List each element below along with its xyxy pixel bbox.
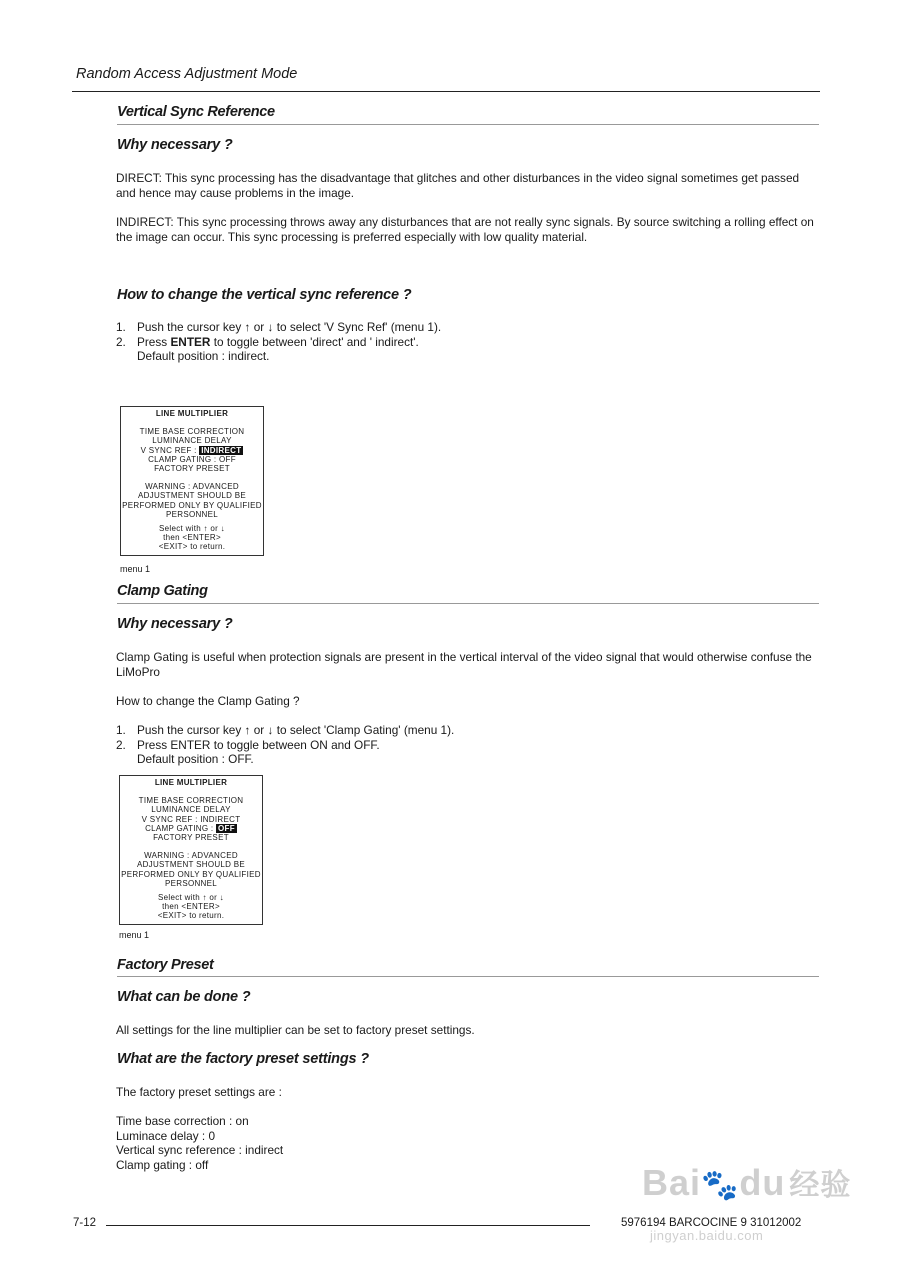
menu-screen-vsync: LINE MULTIPLIER TIME BASE CORRECTION LUMINANCE DELAY V SYNC REF : INDIRECT CLAMP GATING : OFF FACTORY PRESET WARNING : ADVANCED ADJUSTMENT SHOULD BE PERFORMED ONLY BY QUALIFIED PERSONNEL Select with ↑ or ↓ then <ENTER> <EXIT> to return. [120, 406, 264, 556]
step-1: 1. Push the cursor key ↑ or ↓ to select 'Clamp Gating' (menu 1). [116, 723, 455, 737]
arrow-down-icon: ↓ [219, 893, 224, 903]
paragraph-indirect: INDIRECT: This sync processing throws away any disturbances that are not really sync signals. By source switching a rolling effect on the image can occur. This sync processing is preferred especially with low quality material. [116, 215, 814, 244]
arrow-up-icon: ↑ [244, 320, 251, 334]
list-item: Time base correction : on [116, 1114, 249, 1128]
footer-rule [106, 1225, 590, 1226]
step-1: 1. Push the cursor key ↑ or ↓ to select 'V Sync Ref' (menu 1). [116, 320, 442, 334]
paragraph-how-clamp: How to change the Clamp Gating ? [116, 694, 300, 708]
arrow-down-icon: ↓ [267, 723, 274, 737]
arrow-up-icon: ↑ [202, 893, 207, 903]
watermark-logo: Bai🐾du 经验 [642, 1162, 852, 1203]
arrow-up-icon: ↑ [244, 723, 251, 737]
arrow-up-icon: ↑ [203, 524, 208, 534]
step-2: 2. Press ENTER to toggle between ON and OFF. Default position : OFF. [116, 737, 380, 767]
paragraph-settings-intro: The factory preset settings are : [116, 1085, 282, 1099]
list-item: Luminace delay : 0 [116, 1128, 216, 1143]
menu-caption: menu 1 [120, 564, 151, 574]
section-rule [117, 976, 819, 977]
paragraph-direct: DIRECT: This sync processing has the disadvantage that glitches and other disturbances in the video signal sometimes get passed and hence may cause problems in the image. [116, 171, 800, 200]
paragraph-clamp: Clamp Gating is useful when protection signals are present in the vertical interval of the video signal that would otherwise confuse the LiMoPro [116, 650, 812, 679]
list-item: Vertical sync reference : indirect [116, 1143, 284, 1158]
highlighted-value: OFF [218, 823, 235, 833]
watermark-url: jingyan.baidu.com [650, 1228, 764, 1243]
paw-icon: 🐾 [701, 1169, 740, 1202]
subtitle-settings: What are the factory preset settings ? [117, 1051, 369, 1067]
header-rule [72, 91, 820, 92]
arrow-down-icon: ↓ [220, 524, 225, 534]
highlighted-value: INDIRECT [201, 445, 242, 455]
section-rule [117, 603, 819, 604]
running-header: Random Access Adjustment Mode [76, 66, 298, 82]
settings-list [116, 1114, 283, 1172]
menu-caption: menu 1 [119, 930, 150, 940]
subtitle-why-clamp: Why necessary ? [117, 616, 233, 632]
section-title-clamp: Clamp Gating [117, 583, 208, 599]
page-number: 7-12 [73, 1217, 97, 1229]
section-title-factory: Factory Preset [117, 957, 214, 973]
arrow-down-icon: ↓ [267, 320, 274, 334]
list-item: Clamp gating : off [116, 1157, 209, 1172]
document-id: 5976194 BARCOCINE 9 31012002 [621, 1217, 802, 1229]
menu-screen-clamp: LINE MULTIPLIER TIME BASE CORRECTION LUMINANCE DELAY V SYNC REF : INDIRECT CLAMP GATING : OFF FACTORY PRESET WARNING : ADVANCED ADJUSTMENT SHOULD BE PERFORMED ONLY BY QUALIFIED PERSONNEL Select with ↑ or ↓ then <ENTER> <EXIT> to return. [119, 775, 263, 925]
subtitle-what-factory: What can be done ? [117, 989, 251, 1005]
steps-clamp [116, 723, 454, 767]
section-rule [117, 124, 819, 125]
subtitle-why-vsync: Why necessary ? [117, 137, 233, 153]
subtitle-how-vsync: How to change the vertical sync reference ? [117, 287, 412, 303]
section-title-vsync: Vertical Sync Reference [117, 104, 275, 120]
paragraph-factory: All settings for the line multiplier can be set to factory preset settings. [116, 1023, 475, 1037]
steps-vsync [116, 320, 441, 364]
step-2: 2. Press ENTER to toggle between 'direct' and ' indirect'. Default position : indirect. [116, 334, 419, 364]
